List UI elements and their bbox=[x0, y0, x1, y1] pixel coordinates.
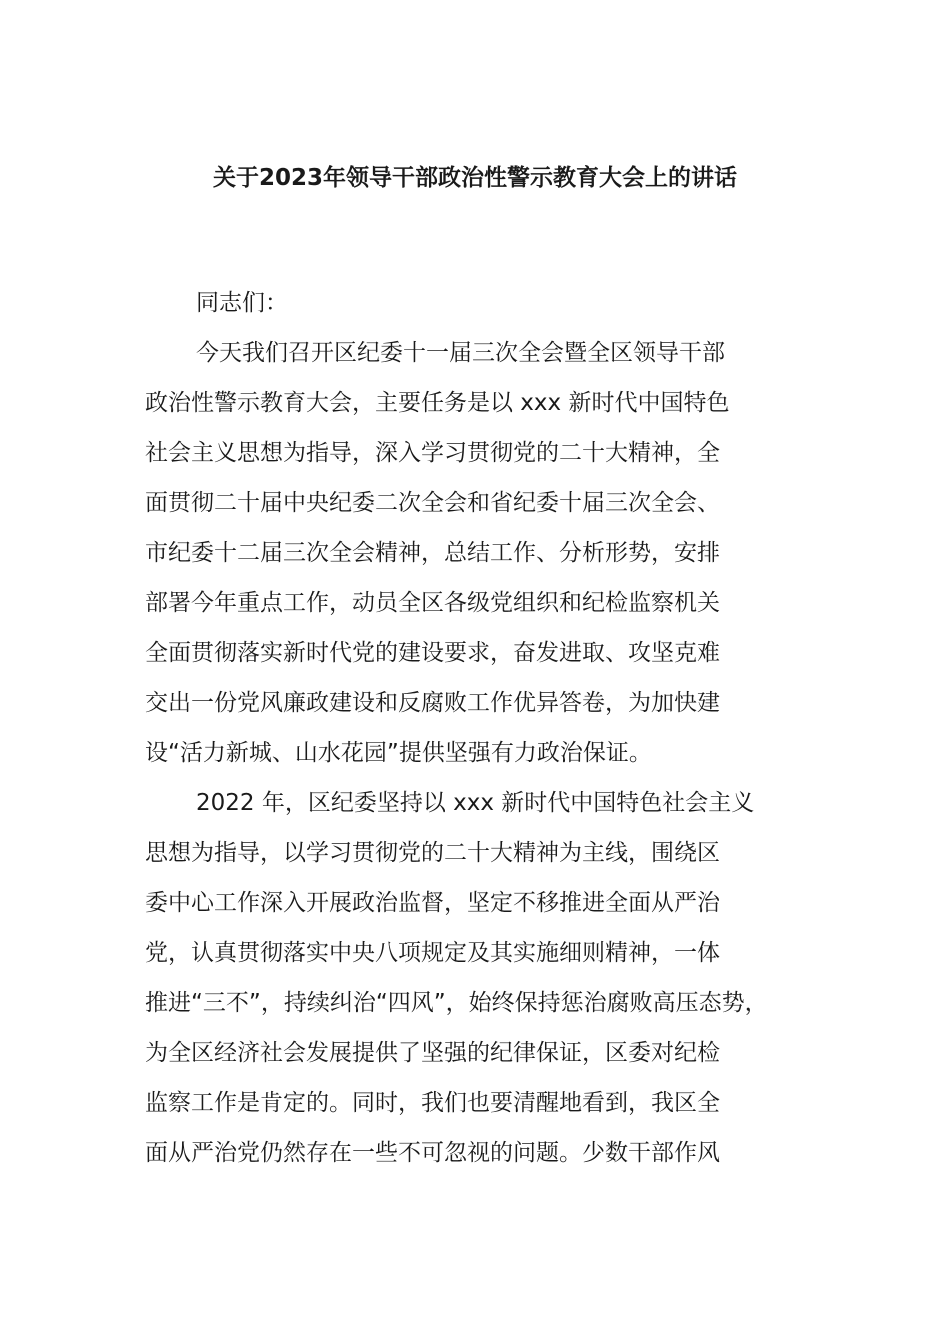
paragraph-line: 2022 年，区纪委坚持以 xxx 新时代中国特色社会主义 bbox=[196, 790, 755, 816]
paragraph-line: 面从严治党仍然存在一些不可忽视的问题。少数干部作风 bbox=[145, 1140, 720, 1166]
paragraph-line: 部署今年重点工作，动员全区各级党组织和纪检监察机关 bbox=[145, 590, 720, 616]
paragraph-line: 政治性警示教育大会，主要任务是以 xxx 新时代中国特色 bbox=[145, 390, 730, 416]
paragraph-line: 全面贯彻落实新时代党的建设要求，奋发进取、攻坚克难 bbox=[145, 640, 720, 666]
paragraph-line: 监察工作是肯定的。同时，我们也要清醒地看到，我区全 bbox=[145, 1090, 720, 1116]
paragraph-line: 社会主义思想为指导，深入学习贯彻党的二十大精神，全 bbox=[145, 440, 720, 466]
document-title: 关于2023年领导干部政治性警示教育大会上的讲话 bbox=[212, 165, 737, 191]
paragraph-line: 为全区经济社会发展提供了坚强的纪律保证，区委对纪检 bbox=[145, 1040, 720, 1066]
paragraph-1 bbox=[145, 333, 835, 783]
paragraph-line: 市纪委十二届三次全会精神，总结工作、分析形势，安排 bbox=[145, 540, 720, 566]
salutation: 同志们： bbox=[196, 290, 288, 316]
paragraph-line: 推进“三不”，持续纠治“四风”，始终保持惩治腐败高压态势， bbox=[145, 990, 768, 1016]
paragraph-line: 党，认真贯彻落实中央八项规定及其实施细则精神，一体 bbox=[145, 940, 720, 966]
paragraph-line: 交出一份党风廉政建设和反腐败工作优异答卷，为加快建 bbox=[145, 690, 720, 716]
paragraph-line: 设“活力新城、山水花园”提供坚强有力政治保证。 bbox=[145, 740, 652, 766]
paragraph-2 bbox=[145, 783, 835, 1183]
paragraph-line: 今天我们召开区纪委十一届三次全会暨全区领导干部 bbox=[196, 340, 725, 366]
paragraph-line: 面贯彻二十届中央纪委二次全会和省纪委十届三次全会、 bbox=[145, 490, 720, 516]
document-body bbox=[145, 283, 835, 1183]
paragraph-line: 思想为指导，以学习贯彻党的二十大精神为主线，围绕区 bbox=[145, 840, 720, 866]
paragraph-line: 委中心工作深入开展政治监督，坚定不移推进全面从严治 bbox=[145, 890, 720, 916]
